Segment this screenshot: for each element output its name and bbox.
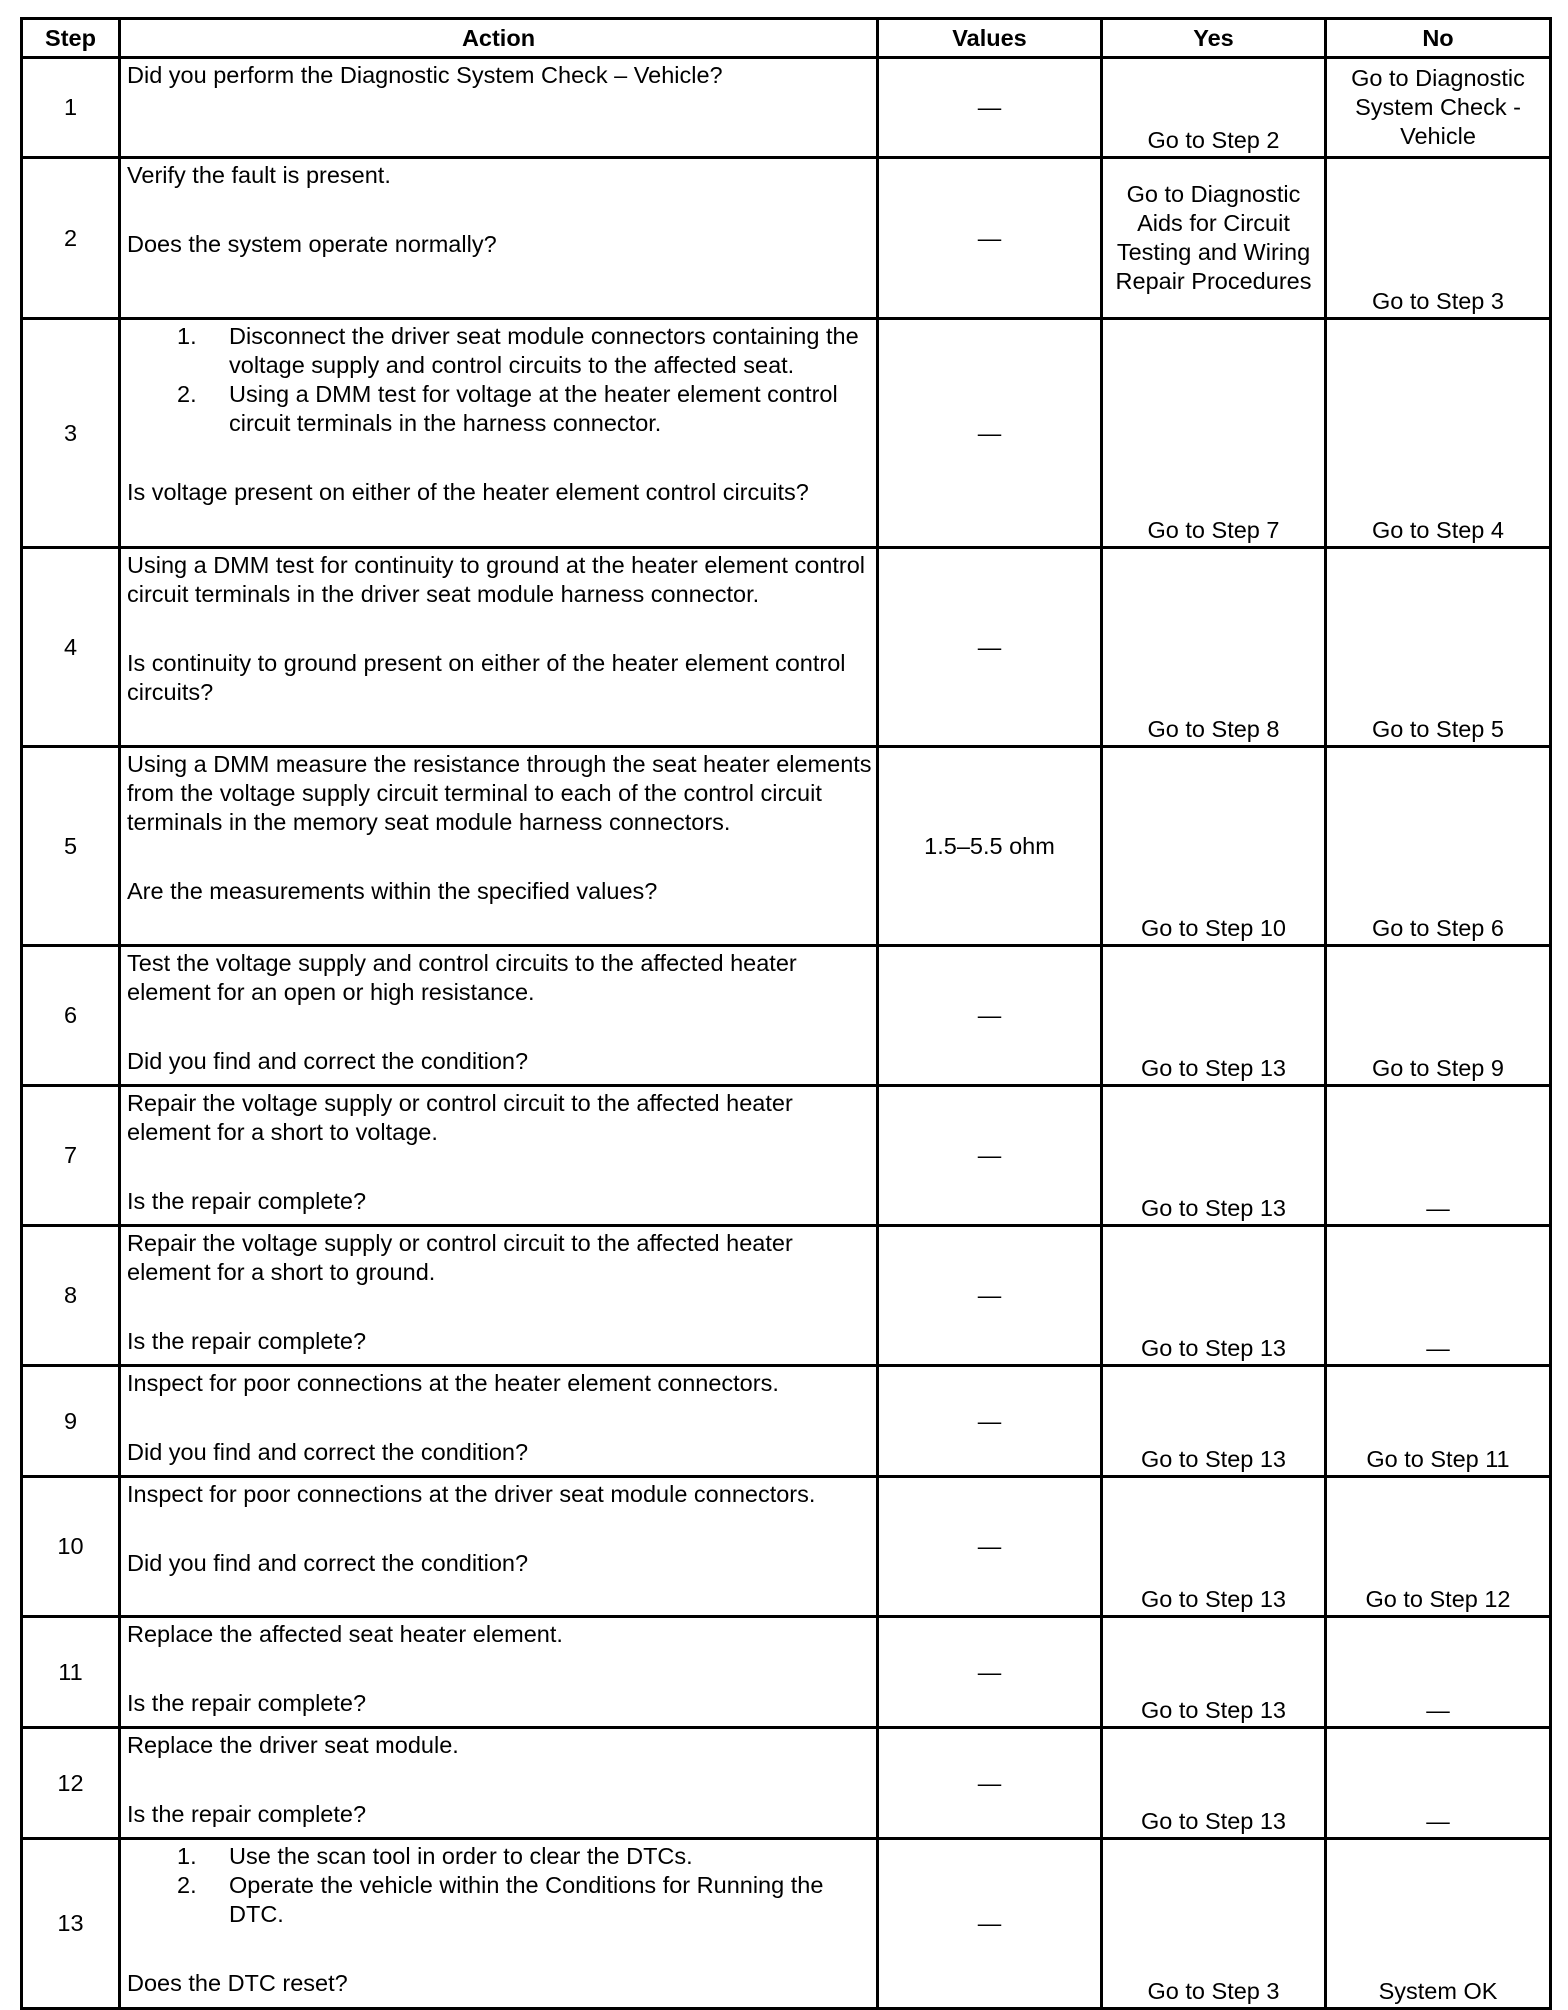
step-number: 7: [22, 1086, 120, 1226]
step-number: 2: [22, 158, 120, 319]
table-row: [22, 946, 1551, 1086]
yes-cell: Go to Step 10: [1102, 747, 1326, 946]
values-cell: —: [878, 946, 1102, 1086]
no-cell: —: [1326, 1086, 1551, 1226]
action-question: Did you find and correct the condition?: [127, 1048, 529, 1074]
list-number: 2.: [177, 381, 197, 407]
action-cell: [120, 1226, 878, 1366]
values-cell: —: [878, 158, 1102, 319]
values-cell: —: [878, 1728, 1102, 1839]
no-cell: Go to Step 5: [1326, 548, 1551, 747]
action-cell: [120, 1477, 878, 1617]
action-list-item: [127, 1842, 872, 1871]
yes-cell: Go to Step 3: [1102, 1839, 1326, 2009]
action-cell: [120, 1728, 878, 1839]
action-question: Did you find and correct the condition?: [127, 1550, 529, 1576]
table-row: [22, 1366, 1551, 1477]
action-question: Is the repair complete?: [127, 1328, 367, 1354]
yes-cell: Go to Step 13: [1102, 1617, 1326, 1728]
list-text: Disconnect the driver seat module connectors containing the voltage supply and control circuits to the affected seat.: [229, 323, 859, 378]
action-cell: [120, 319, 878, 548]
action-cell: [120, 1839, 878, 2009]
list-text: Operate the vehicle within the Conditions for Running the DTC.: [229, 1872, 824, 1927]
no-cell: —: [1326, 1226, 1551, 1366]
list-number: 2.: [177, 1872, 197, 1898]
yes-cell: Go to Step 13: [1102, 1086, 1326, 1226]
header-yes: Yes: [1102, 19, 1326, 58]
action-cell: [120, 747, 878, 946]
step-number: 8: [22, 1226, 120, 1366]
no-cell: Go to Step 9: [1326, 946, 1551, 1086]
action-question: Is continuity to ground present on either of the heater element control circuits?: [127, 650, 846, 705]
no-cell: Go to Step 3: [1326, 158, 1551, 319]
no-cell: Go to Step 12: [1326, 1477, 1551, 1617]
values-cell: —: [878, 1086, 1102, 1226]
table-row: [22, 1617, 1551, 1728]
action-cell: [120, 1617, 878, 1728]
values-cell: —: [878, 58, 1102, 158]
table-row: [22, 1226, 1551, 1366]
yes-cell: Go to Step 13: [1102, 1226, 1326, 1366]
action-cell: [120, 946, 878, 1086]
values-cell: 1.5–5.5 ohm: [878, 747, 1102, 946]
list-text: Using a DMM test for voltage at the heater element control circuit terminals in the harness connector.: [229, 381, 838, 436]
values-cell: —: [878, 1226, 1102, 1366]
step-number: 6: [22, 946, 120, 1086]
header-step: Step: [22, 19, 120, 58]
diagnostic-table: [20, 17, 1552, 2010]
yes-cell: Go to Step 13: [1102, 946, 1326, 1086]
step-number: 9: [22, 1366, 120, 1477]
step-number: 12: [22, 1728, 120, 1839]
no-cell: Go to Step 11: [1326, 1366, 1551, 1477]
action-text: Verify the fault is present.: [127, 162, 391, 188]
no-cell: —: [1326, 1728, 1551, 1839]
yes-cell: Go to Step 13: [1102, 1366, 1326, 1477]
step-number: 4: [22, 548, 120, 747]
action-question: Is voltage present on either of the heater element control circuits?: [127, 479, 809, 505]
action-question: Are the measurements within the specified values?: [127, 878, 658, 904]
header-action: Action: [120, 19, 878, 58]
action-text: Inspect for poor connections at the heater element connectors.: [127, 1370, 779, 1396]
action-question: Did you find and correct the condition?: [127, 1439, 529, 1465]
yes-cell: Go to Step 2: [1102, 58, 1326, 158]
yes-cell: Go to Step 7: [1102, 319, 1326, 548]
step-number: 1: [22, 58, 120, 158]
action-list-item: [127, 1871, 872, 1929]
header-row: [22, 19, 1551, 58]
action-question: Is the repair complete?: [127, 1188, 367, 1214]
action-text: Replace the driver seat module.: [127, 1732, 459, 1758]
table-row: [22, 158, 1551, 319]
step-number: 3: [22, 319, 120, 548]
values-cell: —: [878, 1477, 1102, 1617]
yes-cell: Go to Diagnostic Aids for Circuit Testing and Wiring Repair Procedures: [1102, 158, 1326, 319]
action-cell: [120, 158, 878, 319]
values-cell: —: [878, 319, 1102, 548]
step-number: 11: [22, 1617, 120, 1728]
no-cell: System OK: [1326, 1839, 1551, 2009]
yes-cell: Go to Step 13: [1102, 1728, 1326, 1839]
action-list-item: [127, 322, 872, 380]
table-row: [22, 1086, 1551, 1226]
action-cell: [120, 58, 878, 158]
action-question: Is the repair complete?: [127, 1690, 367, 1716]
header-values: Values: [878, 19, 1102, 58]
action-text: Using a DMM test for continuity to ground at the heater element control circuit terminals in the driver seat module harness connector.: [127, 552, 866, 607]
no-cell: Go to Diagnostic System Check - Vehicle: [1326, 58, 1551, 158]
action-list: [127, 322, 872, 438]
table-row: [22, 58, 1551, 158]
action-text: Repair the voltage supply or control circuit to the affected heater element for a short to voltage.: [127, 1090, 793, 1145]
action-text: Inspect for poor connections at the driver seat module connectors.: [127, 1481, 816, 1507]
table-row: [22, 747, 1551, 946]
yes-cell: Go to Step 13: [1102, 1477, 1326, 1617]
action-text: Replace the affected seat heater element.: [127, 1621, 563, 1647]
action-cell: [120, 548, 878, 747]
list-number: 1.: [177, 1843, 197, 1869]
action-cell: [120, 1366, 878, 1477]
action-text: Using a DMM measure the resistance through the seat heater elements from the voltage supply circuit terminal to each of the control circuit terminals in the memory seat module harness connectors.: [127, 751, 872, 835]
step-number: 13: [22, 1839, 120, 2009]
action-text: Did you perform the Diagnostic System Check – Vehicle?: [127, 62, 723, 88]
list-number: 1.: [177, 323, 197, 349]
action-question: Is the repair complete?: [127, 1801, 367, 1827]
yes-cell: Go to Step 8: [1102, 548, 1326, 747]
action-list-item: [127, 380, 872, 438]
values-cell: —: [878, 1839, 1102, 2009]
action-text: Test the voltage supply and control circuits to the affected heater element for an open or high resistance.: [127, 950, 797, 1005]
table-row: [22, 1839, 1551, 2009]
no-cell: Go to Step 6: [1326, 747, 1551, 946]
values-cell: —: [878, 548, 1102, 747]
values-cell: —: [878, 1617, 1102, 1728]
action-question: Does the system operate normally?: [127, 231, 497, 257]
action-question: Does the DTC reset?: [127, 1970, 348, 1996]
header-no: No: [1326, 19, 1551, 58]
table-row: [22, 319, 1551, 548]
table-row: [22, 548, 1551, 747]
step-number: 5: [22, 747, 120, 946]
action-text: Repair the voltage supply or control circuit to the affected heater element for a short to ground.: [127, 1230, 793, 1285]
no-cell: Go to Step 4: [1326, 319, 1551, 548]
values-cell: —: [878, 1366, 1102, 1477]
step-number: 10: [22, 1477, 120, 1617]
no-cell: —: [1326, 1617, 1551, 1728]
table-row: [22, 1477, 1551, 1617]
table-row: [22, 1728, 1551, 1839]
list-text: Use the scan tool in order to clear the DTCs.: [229, 1843, 693, 1869]
action-cell: [120, 1086, 878, 1226]
action-list: [127, 1842, 872, 1929]
